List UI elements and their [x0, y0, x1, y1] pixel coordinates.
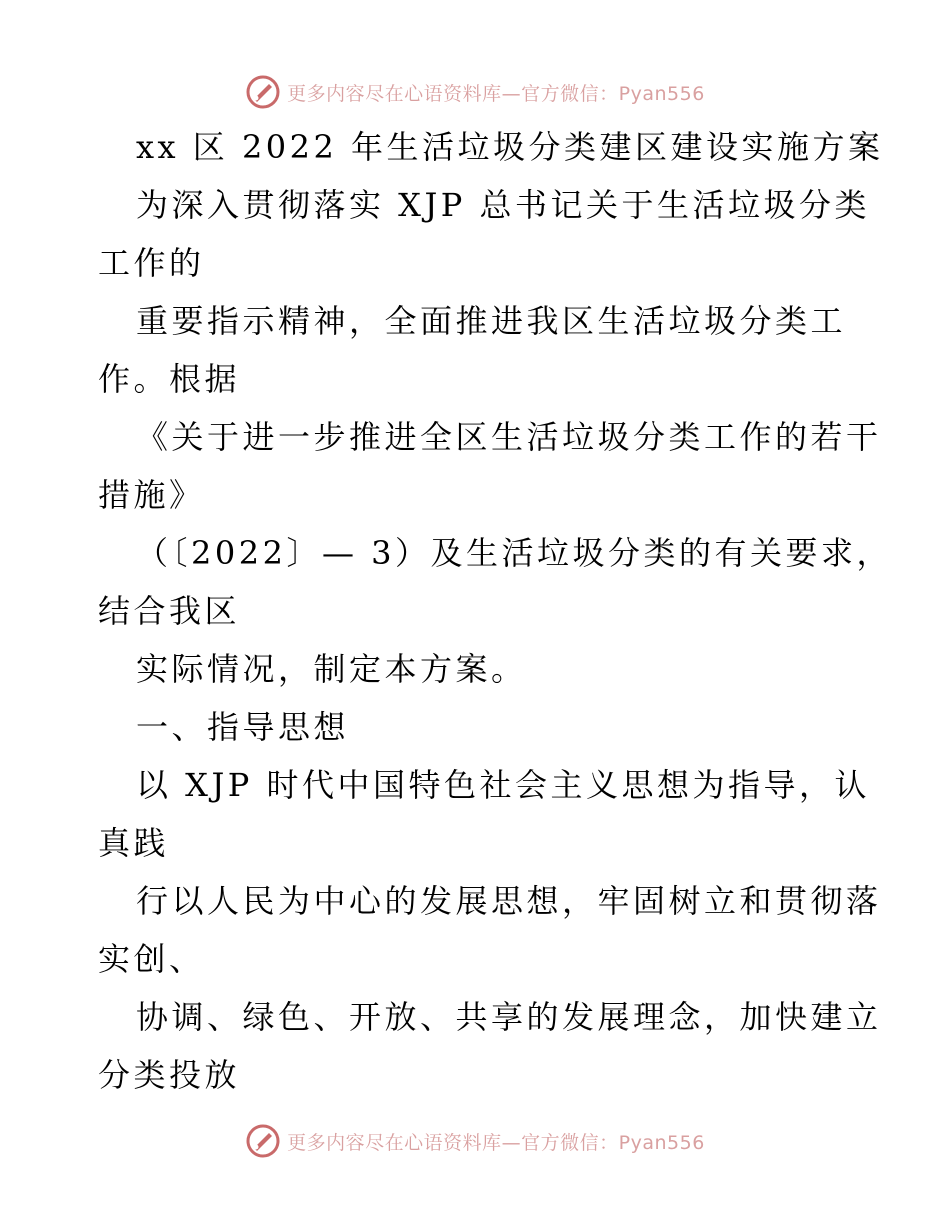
paragraph-line: 实创、	[98, 940, 205, 978]
paragraph-line: 《关于进一步推进全区生活垃圾分类工作的若干	[136, 418, 882, 456]
paragraph-line: 措施》	[98, 476, 205, 514]
paragraph-line: 真践	[98, 824, 170, 862]
paragraph-line: 工作的	[98, 244, 205, 282]
paragraph-line: 作。根据	[98, 360, 241, 398]
paragraph-line: （〔2022〕— 3）及生活垃圾分类的有关要求，	[136, 534, 892, 572]
paragraph-line: 行以人民为中心的发展思想，牢固树立和贯彻落	[136, 882, 882, 920]
pen-logo-icon	[245, 1123, 281, 1159]
paragraph-line: 分类投放	[98, 1056, 241, 1094]
document-title: xx 区 2022 年生活垃圾分类建区建设实施方案	[136, 128, 884, 166]
watermark-text: 更多内容尽在心语资料库—官方微信：Pyan556	[287, 82, 705, 105]
paragraph-line: 实际情况，制定本方案。	[136, 650, 527, 688]
paragraph-line: 结合我区	[98, 592, 241, 630]
paragraph-line: 重要指示精神，全面推进我区生活垃圾分类工	[136, 302, 847, 340]
paragraph-line: 为深入贯彻落实 XJP 总书记关于生活垃圾分类	[136, 186, 870, 224]
paragraph-line: 协调、绿色、开放、共享的发展理念，加快建立	[136, 998, 882, 1036]
paragraph-line: 以 XJP 时代中国特色社会主义思想为指导，认	[136, 766, 870, 804]
footer-watermark	[0, 1121, 950, 1161]
watermark-text: 更多内容尽在心语资料库—官方微信：Pyan556	[287, 1131, 705, 1154]
section-heading: 一、指导思想	[136, 708, 350, 746]
